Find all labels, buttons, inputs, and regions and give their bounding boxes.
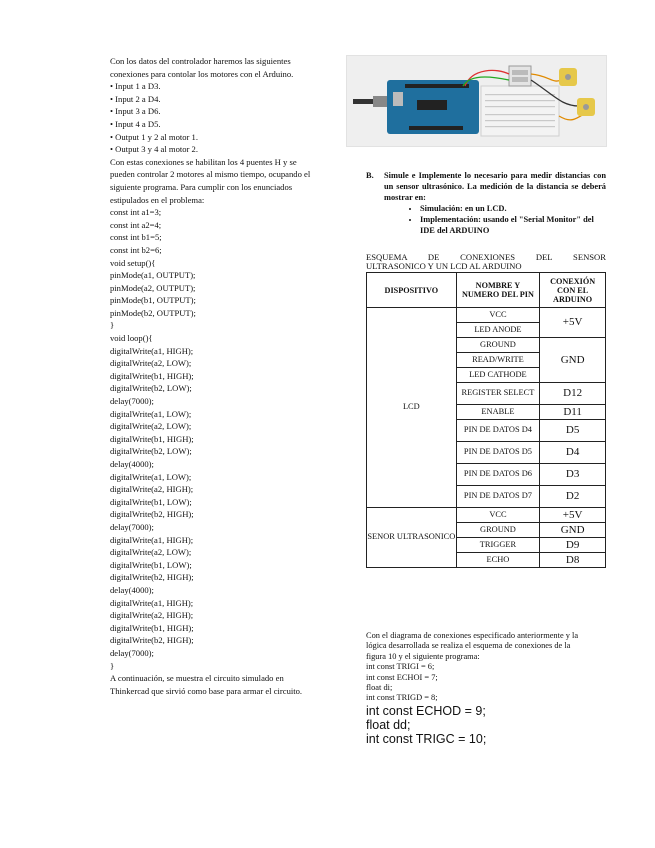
- code-line: delay(4000);: [110, 584, 154, 595]
- pin-cell: READ/WRITE: [456, 353, 540, 368]
- pin-cell: PIN DE DATOS D5: [456, 442, 540, 464]
- code-line: digitalWrite(b2, HIGH);: [110, 572, 194, 583]
- table-row: [367, 508, 606, 523]
- bullet-item: • Input 4 a D5.: [110, 118, 161, 129]
- bullet-item: • Input 2 a D4.: [110, 93, 161, 104]
- pin-cell: REGISTER SELECT: [456, 383, 540, 405]
- code-line: int const TRIGD = 8;: [366, 693, 438, 703]
- usb-plug-icon: [373, 96, 387, 107]
- device-cell-sensor: SENOR ULTRASONICO: [367, 508, 457, 568]
- pin-cell: VCC: [456, 508, 540, 523]
- code-line: const int b1=5;: [110, 232, 162, 243]
- code-line: int const TRIGC = 10;: [366, 731, 487, 746]
- motor-driver-icon: [509, 66, 531, 86]
- conn-cell: D4: [540, 442, 606, 464]
- intro-paragraph: Con los datos del controlador haremos las siguientes conexiones para contolar los motores con el Arduino.: [110, 56, 294, 79]
- conn-cell: +5V: [540, 508, 606, 523]
- circuit-figure: [346, 55, 607, 147]
- connections-paragraph: Con estas conexiones se habilitan los 4 puentes H y se pueden controlar 2 motores al mismo tiempo, ocupando el siguiente programa. Para cumplir con los enunciados estipulados en el problema:: [110, 156, 311, 205]
- closing-paragraph: A continuación, se muestra el circuito simulado en Thinkercad que sirvió como base para armar el circuito.: [110, 673, 303, 696]
- code-line: const int b2=6;: [110, 244, 162, 255]
- list-item: • Implementación: usando el "Serial Monitor" del IDE del ARDUINO: [420, 215, 606, 237]
- code-line: digitalWrite(b2, HIGH);: [110, 635, 194, 646]
- esquema-title-line2: ULTRASONICO Y UN LCD AL ARDUINO: [366, 261, 522, 271]
- code-line: int const ECHOD = 9;: [366, 703, 486, 718]
- code-line: }: [110, 320, 115, 331]
- code-line: int const ECHOI = 7;: [366, 672, 438, 682]
- bullet-item: • Input 1 a D3.: [110, 81, 161, 92]
- section-b-list: [366, 204, 606, 236]
- code-line: digitalWrite(a2, LOW);: [110, 547, 192, 558]
- conn-cell: D9: [540, 538, 606, 553]
- left-column: [110, 55, 315, 697]
- bullet-item: • Input 3 a D6.: [110, 106, 161, 117]
- code-line: digitalWrite(b2, HIGH);: [110, 509, 194, 520]
- code-line: digitalWrite(b1, HIGH);: [110, 370, 194, 381]
- arduino-circuit-illustration: [347, 56, 606, 146]
- code-line: digitalWrite(b1, HIGH);: [110, 433, 194, 444]
- code-line: digitalWrite(a1, HIGH);: [110, 345, 194, 356]
- code-line: digitalWrite(a1, LOW);: [110, 471, 192, 482]
- pin-cell: ENABLE: [456, 405, 540, 420]
- pin-cell: ECHO: [456, 553, 540, 568]
- code-line: delay(4000);: [110, 459, 154, 469]
- code-line: int const TRIGI = 6;: [366, 662, 435, 672]
- code-line: const int a2=4;: [110, 219, 162, 230]
- section-letter: B.: [366, 171, 374, 180]
- conn-cell: +5V: [540, 308, 606, 338]
- code-line: digitalWrite(a2, LOW);: [110, 421, 192, 432]
- section-b-text: Simule e Implemente lo necesario para medir distancias con un sensor ultrasónico. La medición de la distancia se deberá mostrar en:: [384, 171, 606, 202]
- table-row: [367, 308, 606, 323]
- code-line: pinMode(a1, OUTPUT);: [110, 270, 196, 281]
- code-line: void loop(){: [110, 333, 153, 344]
- code-line: digitalWrite(a1, HIGH);: [110, 597, 194, 608]
- pin-cell: GROUND: [456, 523, 540, 538]
- list-item: • Simulación: en un LCD.: [420, 204, 606, 215]
- pin-cell: LED ANODE: [456, 323, 540, 338]
- arduino-code: [110, 206, 315, 672]
- code-line: digitalWrite(a2, HIGH);: [110, 610, 194, 621]
- code-line: const int a1=3;: [110, 207, 162, 218]
- esquema-title-line1: ESQUEMA DE CONEXIONES DEL SENSOR: [366, 252, 606, 262]
- code-line: digitalWrite(b2, LOW);: [110, 446, 192, 457]
- code-line: void setup(){: [110, 257, 156, 268]
- code-line: }: [110, 660, 115, 671]
- section-b: [366, 171, 606, 237]
- breadboard-icon: [481, 86, 559, 136]
- conn-cell: GND: [540, 338, 606, 383]
- device-cell-lcd: LCD: [367, 308, 457, 508]
- conn-cell: D2: [540, 486, 606, 508]
- conn-cell: GND: [540, 523, 606, 538]
- pin-cell: GROUND: [456, 338, 540, 353]
- pin-cell: LED CATHODE: [456, 368, 540, 383]
- code-line: digitalWrite(b2, LOW);: [110, 383, 192, 394]
- code-line: digitalWrite(b1, LOW);: [110, 559, 192, 570]
- code-line: digitalWrite(a1, LOW);: [110, 408, 192, 419]
- code-line: digitalWrite(a1, HIGH);: [110, 534, 194, 545]
- code-line: pinMode(b2, OUTPUT);: [110, 307, 196, 318]
- bullet-list: [110, 80, 315, 156]
- conn-cell: D3: [540, 464, 606, 486]
- conn-cell: D8: [540, 553, 606, 568]
- code-line: pinMode(b1, OUTPUT);: [110, 295, 196, 306]
- code-line: delay(7000);: [110, 396, 154, 407]
- code-line: delay(7000);: [110, 521, 154, 532]
- conn-cell: D12: [540, 383, 606, 405]
- conn-cell: D5: [540, 420, 606, 442]
- bottom-section: [366, 631, 581, 746]
- code-line: digitalWrite(b1, HIGH);: [110, 622, 194, 633]
- conn-cell: D11: [540, 405, 606, 420]
- code-line: delay(7000);: [110, 647, 154, 658]
- connections-table: [366, 272, 606, 568]
- table-header-row: [367, 273, 606, 308]
- code-line: digitalWrite(b1, LOW);: [110, 496, 192, 507]
- pin-cell: PIN DE DATOS D7: [456, 486, 540, 508]
- code-line: digitalWrite(a2, HIGH);: [110, 484, 194, 495]
- code-line: float di;: [366, 683, 393, 693]
- pin-cell: VCC: [456, 308, 540, 323]
- usb-cable-icon: [353, 99, 375, 104]
- bottom-paragraph: Con el diagrama de conexiones especificado anteriormente y la lógica desarrollada se realiza el esquema de conexiones de la figura 10 y el siguiente programa:: [366, 631, 579, 661]
- code-line: float dd;: [366, 717, 411, 732]
- pin-cell: PIN DE DATOS D4: [456, 420, 540, 442]
- code-line: pinMode(a2, OUTPUT);: [110, 282, 196, 293]
- table-header: NOMBRE Y NUMERO DEL PIN: [456, 273, 540, 308]
- table-header: CONEXIÓN CON EL ARDUINO: [540, 273, 606, 308]
- code-line: digitalWrite(a2, LOW);: [110, 358, 192, 369]
- table-header: DISPOSITIVO: [367, 273, 457, 308]
- bullet-item: • Output 3 y 4 al motor 2.: [110, 144, 199, 155]
- pin-cell: PIN DE DATOS D6: [456, 464, 540, 486]
- pin-cell: TRIGGER: [456, 538, 540, 553]
- bullet-item: • Output 1 y 2 al motor 1.: [110, 131, 199, 142]
